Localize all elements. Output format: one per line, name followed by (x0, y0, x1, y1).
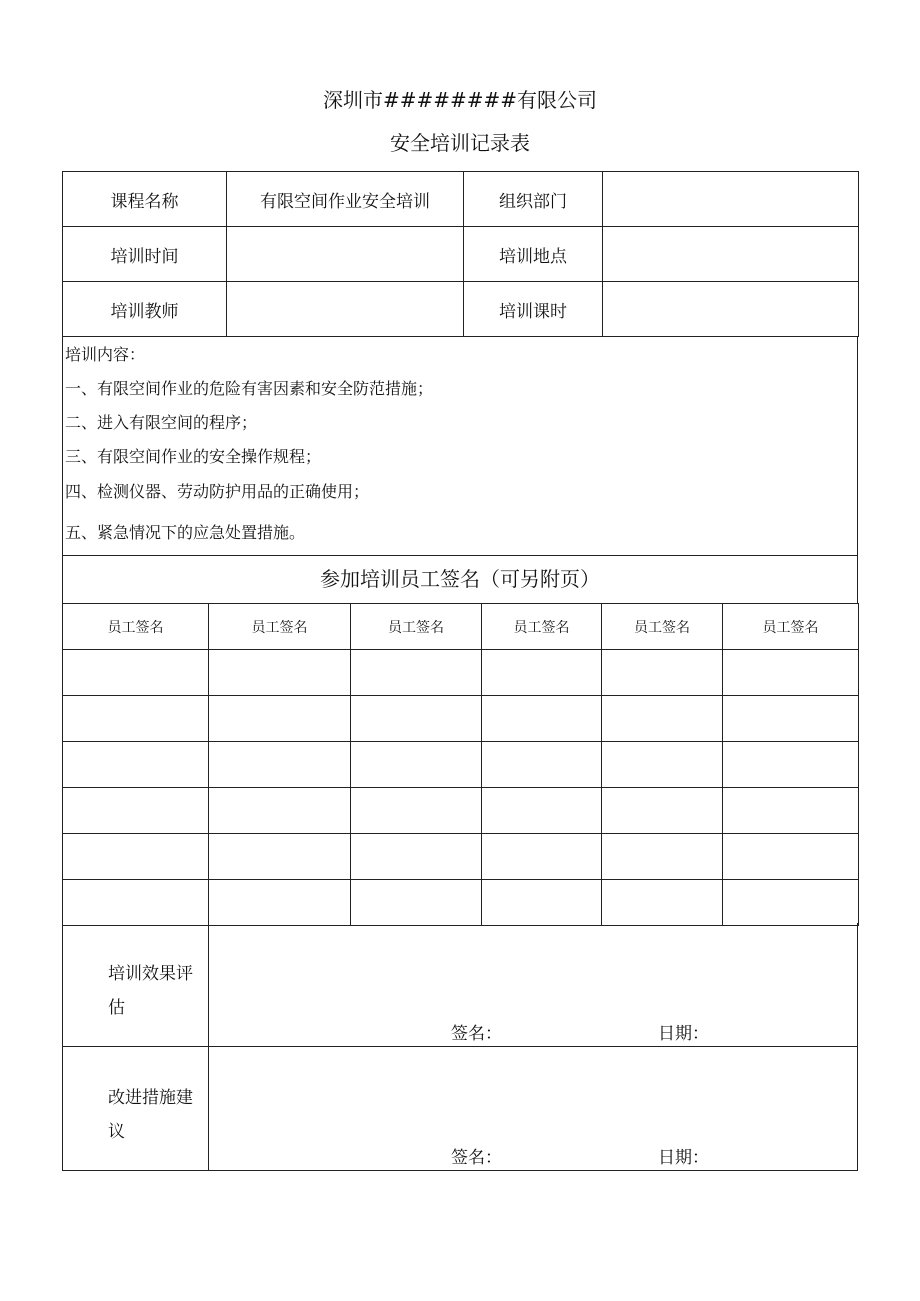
signature-row (63, 834, 859, 880)
department-field[interactable] (603, 172, 859, 227)
signature-cell[interactable] (209, 834, 351, 880)
signature-cell[interactable] (482, 880, 602, 926)
content-item: 四、检测仪器、劳动防护用品的正确使用； (65, 482, 370, 501)
course-name-label: 课程名称 (63, 172, 227, 227)
signature-cell[interactable] (351, 742, 482, 788)
training-location-field[interactable] (603, 227, 859, 282)
signature-column-header: 员工签名 (602, 604, 723, 650)
signature-cell[interactable] (63, 696, 209, 742)
signature-cell[interactable] (209, 880, 351, 926)
signature-row (63, 788, 859, 834)
teacher-label: 培训教师 (63, 282, 227, 337)
teacher-field[interactable] (227, 282, 464, 337)
signature-row (63, 880, 859, 926)
signature-cell[interactable] (482, 650, 602, 696)
department-label: 组织部门 (464, 172, 603, 227)
signature-row (63, 742, 859, 788)
signature-cell[interactable] (351, 650, 482, 696)
signature-cell[interactable] (63, 650, 209, 696)
signature-cell[interactable] (63, 880, 209, 926)
improvement-label-cell (63, 1047, 209, 1170)
evaluation-sign-label: 签名： (451, 1024, 502, 1044)
signature-cell[interactable] (723, 742, 859, 788)
signature-cell[interactable] (602, 788, 723, 834)
signature-cell[interactable] (602, 696, 723, 742)
training-hours-field[interactable] (603, 282, 859, 337)
evaluation-label: 培训效果评估 (108, 964, 193, 1018)
signature-cell[interactable] (482, 834, 602, 880)
course-row (63, 172, 859, 227)
signature-header-row (63, 604, 859, 650)
signature-cell[interactable] (351, 788, 482, 834)
time-row (63, 227, 859, 282)
evaluation-date-label: 日期： (658, 1024, 709, 1044)
signature-column-header: 员工签名 (209, 604, 351, 650)
course-name-field[interactable]: 有限空间作业安全培训 (227, 172, 464, 227)
signature-cell[interactable] (63, 788, 209, 834)
training-evaluation-section[interactable] (62, 923, 858, 1047)
signature-column-header: 员工签名 (723, 604, 859, 650)
content-item: 三、有限空间作业的安全操作规程； (65, 447, 322, 466)
signature-column-header: 员工签名 (351, 604, 482, 650)
teacher-row (63, 282, 859, 337)
content-item: 一、有限空间作业的危险有害因素和安全防范措施； (65, 379, 434, 398)
signature-cell[interactable] (723, 696, 859, 742)
improvement-suggestion-section[interactable] (62, 1047, 858, 1171)
improvement-date-label: 日期： (658, 1148, 709, 1168)
signature-row (63, 696, 859, 742)
signature-cell[interactable] (723, 650, 859, 696)
signature-table (62, 603, 859, 926)
evaluation-label-cell (63, 923, 209, 1046)
training-hours-label: 培训课时 (464, 282, 603, 337)
signature-cell[interactable] (209, 742, 351, 788)
improvement-sign-label: 签名： (451, 1148, 502, 1168)
signature-cell[interactable] (723, 834, 859, 880)
training-content-heading: 培训内容： (65, 345, 146, 364)
signature-cell[interactable] (723, 788, 859, 834)
training-content-box (62, 336, 858, 556)
signature-cell[interactable] (63, 834, 209, 880)
content-item: 五、紧急情况下的应急处置措施。 (65, 523, 306, 542)
improvement-label: 改进措施建议 (108, 1088, 193, 1142)
company-name: 深圳市########有限公司 (322, 88, 598, 112)
form-title: 安全培训记录表 (390, 131, 530, 155)
course-info-table (62, 171, 859, 337)
signature-cell[interactable] (602, 834, 723, 880)
signature-cell[interactable] (63, 742, 209, 788)
signature-column-header: 员工签名 (482, 604, 602, 650)
signature-cell[interactable] (209, 788, 351, 834)
signature-cell[interactable] (482, 742, 602, 788)
signature-row (63, 650, 859, 696)
signature-cell[interactable] (209, 650, 351, 696)
signature-cell[interactable] (602, 880, 723, 926)
training-location-label: 培训地点 (464, 227, 603, 282)
training-time-field[interactable] (227, 227, 464, 282)
signature-cell[interactable] (209, 696, 351, 742)
signature-cell[interactable] (482, 788, 602, 834)
training-time-label: 培训时间 (63, 227, 227, 282)
signature-cell[interactable] (351, 834, 482, 880)
signature-cell[interactable] (723, 880, 859, 926)
signature-cell[interactable] (351, 880, 482, 926)
signature-column-header: 员工签名 (63, 604, 209, 650)
signature-cell[interactable] (351, 696, 482, 742)
signature-cell[interactable] (602, 650, 723, 696)
signature-cell[interactable] (482, 696, 602, 742)
signature-section-title: 参加培训员工签名（可另附页） (62, 556, 858, 604)
signature-cell[interactable] (602, 742, 723, 788)
content-item: 二、进入有限空间的程序； (65, 413, 258, 432)
